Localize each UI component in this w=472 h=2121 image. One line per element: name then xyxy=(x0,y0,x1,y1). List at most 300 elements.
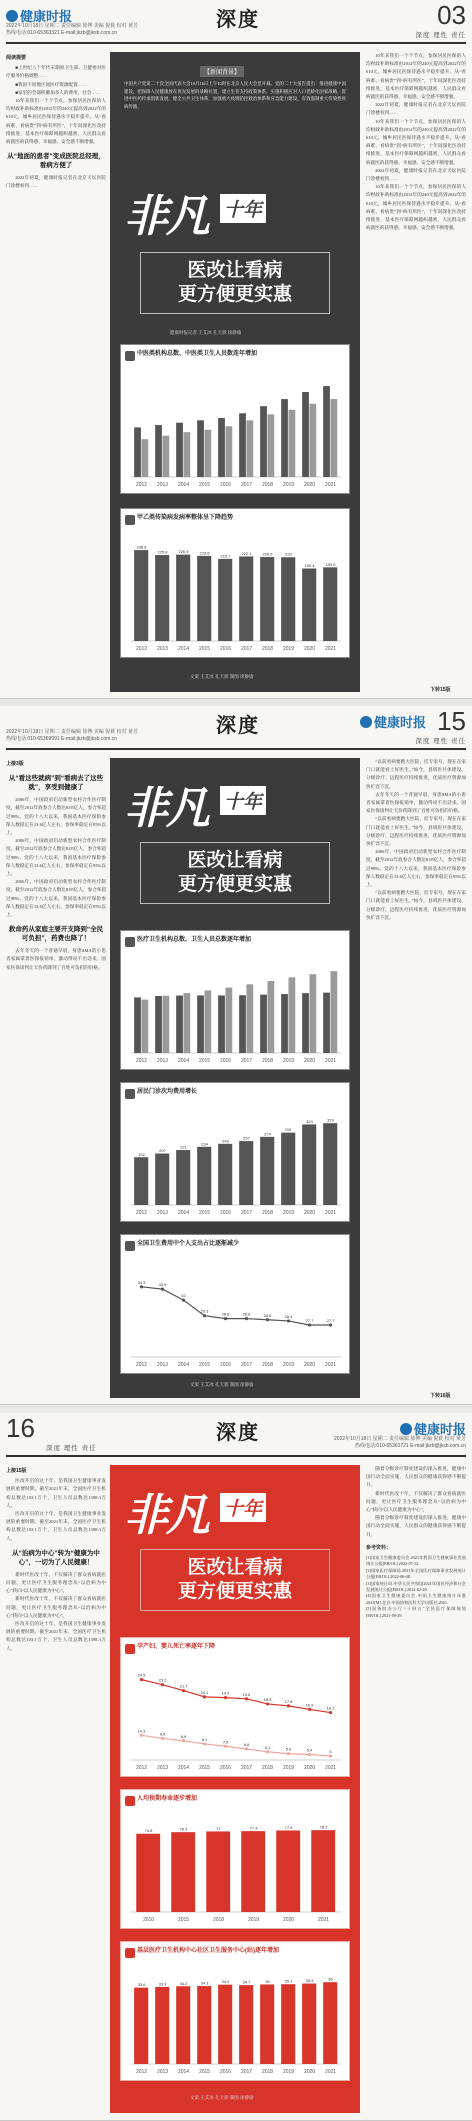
x-tick-label: 2020 xyxy=(282,1917,295,1923)
article-paragraph: 去年冬天的一个普通早晨，身患SMA的小患者家属拿着医保报销单，激动得说不出话来。国家医保谈判让天价药降到了百姓可负担的价格。 xyxy=(6,948,106,970)
x-tick-label: 2013 xyxy=(156,1210,169,1216)
data-label: 17.8 xyxy=(284,1698,293,1704)
x-tick-label: 2019 xyxy=(282,1058,295,1064)
x-tick-label: 2015 xyxy=(198,1362,211,1368)
data-point xyxy=(224,1696,227,1699)
article-column-left xyxy=(6,758,106,1398)
data-point xyxy=(329,1754,332,1757)
bar xyxy=(218,418,225,477)
data-label: 34.3 xyxy=(137,1279,146,1285)
article-paragraph: “以前看病要跑大医院、挂专家号，现在在家门口就能看上好医生。”如今，县域医共体建设、分级诊疗、远程医疗持续推进，优质医疗资源加快扩容下沉。 xyxy=(366,890,466,920)
continued-note: 下转15版 xyxy=(430,687,451,693)
bar xyxy=(197,556,211,641)
x-tick-label: 2015 xyxy=(198,646,211,652)
bar xyxy=(260,995,267,1053)
x-tick-label: 2015 xyxy=(198,1058,211,1064)
poster-headline: 医改让看病 更方便更实惠 xyxy=(140,1549,330,1611)
page-number: 16 xyxy=(6,1413,35,1443)
x-tick-label: 2016 xyxy=(219,646,232,652)
data-label: 6.8 xyxy=(243,1742,250,1748)
article-paragraph: 去年冬天的一个普通早晨，身患SMA的小患者家属拿着医保报销单，激动得说不出话来。国家医保谈判让天价药降到了百姓可负担的价格。 xyxy=(366,791,466,814)
chart-card xyxy=(120,1941,350,2081)
section-heading: 从“地面的患者”变成医院总经理，看病方便了 xyxy=(7,153,105,170)
section-heading: 从“看这些就病”到“看病去了这些就”，享受到健康了 xyxy=(8,775,104,792)
article-paragraph: 医改开启的这十年，是我国卫生健康事业发展的重要时期。截至2021年末，全国医疗卫生机构总数达103.1万个，卫生人员总数达1398.3万人。 xyxy=(6,1511,106,1541)
continued-note: 下转16版 xyxy=(430,1393,451,1399)
bar xyxy=(239,1985,253,2064)
chart-icon xyxy=(125,1796,135,1806)
section-heading: 救命药从家庭主要开支降到“全民可负担”，药费也降了！ xyxy=(8,926,104,943)
poster-credit: 健康时报记者 王艾冰 孔天骄 徐静瑜 xyxy=(170,330,242,335)
data-label: 77.9 xyxy=(284,1824,293,1830)
bar xyxy=(268,414,275,477)
x-tick-label: 2021 xyxy=(324,482,337,488)
bar xyxy=(155,555,169,641)
x-tick-label: 2018 xyxy=(261,1362,274,1368)
issue-date: 2022年10月18日 星期二 责任编辑 徐博 美编 倪筱 校对 黄芳 xyxy=(6,23,138,29)
data-label: 246 xyxy=(222,1138,229,1144)
summary-item: ■家里的全部积蓄加多人的费用，社会…… xyxy=(15,89,101,95)
x-tick-label: 2013 xyxy=(156,482,169,488)
bar xyxy=(323,386,330,477)
data-point xyxy=(245,1697,248,1700)
data-label: 34.3 xyxy=(200,1980,209,1986)
x-tick-label: 2020 xyxy=(303,1362,316,1368)
article-paragraph: 随着分级诊疗制度建设的深入推进，健康中国行动全面实施，人民群众的健康获得感不断提升。 xyxy=(366,1466,466,1488)
bar xyxy=(331,399,338,477)
chart-title: 基层医疗卫生机构中心社区卫生服务中心(站)逐年增加 xyxy=(137,1948,279,1954)
bar xyxy=(331,971,338,1053)
bar xyxy=(155,996,162,1053)
data-label: 28.4 xyxy=(284,1313,293,1319)
x-tick-label: 2015 xyxy=(177,1917,190,1923)
reference-item: [3]国家统计局.中华人民共和国2021年国民经济和社会发展统计公报[EB/OL].2022-02-28. xyxy=(366,1580,466,1593)
data-label: 9.5 xyxy=(159,1731,166,1737)
x-tick-label: 2014 xyxy=(177,2069,190,2075)
data-point xyxy=(203,1742,206,1745)
bar xyxy=(205,430,212,477)
x-tick-label: 2017 xyxy=(240,1765,253,1771)
bar xyxy=(218,995,225,1053)
x-tick-label: 2012 xyxy=(135,1765,148,1771)
reference-item: [4]国家卫生健康委员会.中国卫生健康统计年鉴2021[M].北京:中国协和医科大学出版社,2021. xyxy=(366,1593,466,1605)
data-label: 33.9 xyxy=(158,1282,167,1288)
news-background-label: 【新闻背景】 xyxy=(200,66,244,77)
chart-svg xyxy=(127,1261,345,1369)
paper-logo: 健康时报 xyxy=(360,712,426,731)
data-point xyxy=(161,1683,164,1686)
data-point xyxy=(308,1708,311,1711)
bar xyxy=(302,392,309,477)
references-title: 参考资料： xyxy=(366,1545,392,1551)
data-label: 324 xyxy=(306,1118,313,1124)
bar xyxy=(197,995,204,1053)
data-label: 223.6 xyxy=(199,550,210,556)
shinian-title: 十年 xyxy=(220,194,266,223)
bar xyxy=(302,1984,316,2064)
bar xyxy=(239,413,246,477)
x-tick-label: 2017 xyxy=(240,1210,253,1216)
bar xyxy=(136,1834,160,1912)
data-label: 329 xyxy=(327,1117,334,1123)
infographic-poster xyxy=(110,758,360,1398)
bar xyxy=(134,997,141,1053)
x-tick-label: 2016 xyxy=(219,482,232,488)
x-tick-label: 2018 xyxy=(261,646,274,652)
section-title: 深度 xyxy=(216,715,260,737)
data-label: 29.3 xyxy=(200,1308,209,1314)
section-tagline: 深度 理性 责任 xyxy=(415,32,466,39)
bar xyxy=(323,567,337,641)
x-tick-label: 2018 xyxy=(261,1210,274,1216)
x-tick-label: 2013 xyxy=(156,1058,169,1064)
chart-title: 孕产妇、婴儿死亡率逐年下降 xyxy=(137,1644,216,1650)
bar xyxy=(134,427,141,477)
article-column-left xyxy=(6,1465,106,2113)
article-paragraph: 10年来我们一个个节点，参保居民医保的人均财政补助标准由2012年的240元提高到2022年的610元，城乡居民医保待遇水平稳步提升。从“看病难、看病贵”到“病有所医”，十年间深化医改持续推进，基本医疗保障网越织越密，人民群众看病就医的获得感、幸福感、安全感不断增强。 xyxy=(6,98,106,145)
feifan-title: 非凡 xyxy=(124,783,208,834)
data-label: 27.7 xyxy=(326,1317,335,1323)
data-label: 193.5 xyxy=(325,561,336,567)
bar xyxy=(260,1137,274,1205)
data-label: 28.8 xyxy=(242,1311,251,1317)
x-tick-label: 2020 xyxy=(303,482,316,488)
article-column-right xyxy=(366,1465,466,2113)
x-tick-label: 2016 xyxy=(219,1765,232,1771)
x-tick-label: 2015 xyxy=(198,2069,211,2075)
bar xyxy=(218,559,232,641)
series-line xyxy=(142,1287,331,1325)
data-label: 226.9 xyxy=(178,549,189,555)
data-label: 207 xyxy=(159,1148,166,1154)
x-tick-label: 2013 xyxy=(156,2069,169,2075)
chart-title: 中医类机构总数、中医类卫生人员数连年增加 xyxy=(137,351,258,357)
data-point xyxy=(140,1734,143,1737)
chart-svg xyxy=(127,1968,345,2076)
x-tick-label: 2017 xyxy=(240,1058,253,1064)
poster-headline: 医改让看病 更方便更实惠 xyxy=(140,252,330,314)
article-paragraph: 医改开启的这十年，是我国卫生健康事业发展的重要时期。截至2021年末，全国医疗卫生机构总数达103.1万个，卫生人员总数达1398.3万人。 xyxy=(6,1478,106,1508)
data-point xyxy=(224,1745,227,1748)
article-paragraph: 新时代医改十年，不仅解决了群众看病就医问题，更让医疗卫生服务理念从“以治病为中心”转向“以人民健康为中心”。 xyxy=(6,1596,106,1618)
bar xyxy=(323,1982,337,2064)
x-tick-label: 2020 xyxy=(303,2069,316,2075)
x-tick-label: 2017 xyxy=(240,482,253,488)
bar xyxy=(197,1986,211,2064)
bar xyxy=(184,993,191,1053)
bar xyxy=(176,996,183,1053)
paper-logo: 健康时报 xyxy=(6,6,72,25)
section-title: 深度 xyxy=(216,1422,260,1444)
newspaper-page-16 xyxy=(0,1413,472,2121)
x-tick-label: 2017 xyxy=(240,646,253,652)
bar xyxy=(218,1144,232,1205)
hotline: 热线电话:010-65363321 E-mail:jkzb@jksb.com.cn xyxy=(6,30,117,36)
data-label: 78.2 xyxy=(319,1824,328,1830)
data-label: 10.3 xyxy=(137,1728,146,1734)
data-label: 190.4 xyxy=(304,563,315,569)
article-paragraph: 2022年初夏，健康时报记者在北京天坛医院门诊楼看到…… xyxy=(366,167,466,182)
data-label: 19.6 xyxy=(242,1691,251,1697)
x-tick-label: 2020 xyxy=(303,646,316,652)
article-paragraph: “以前看病要跑大医院、挂专家号，现在在家门口就能看上好医生。”如今，县域医共体建设、分级诊疗、远程医疗持续推进，优质医疗资源加快扩容下沉。 xyxy=(366,759,466,789)
feifan-title: 非凡 xyxy=(124,191,208,242)
x-tick-label: 2018 xyxy=(261,1765,274,1771)
newspaper-page-03 xyxy=(0,0,472,699)
data-label: 5.6 xyxy=(285,1746,292,1752)
data-label: 34.9 xyxy=(221,1979,230,1985)
data-label: 6.1 xyxy=(264,1744,271,1750)
article-paragraph: 新时代医改十年，不仅解决了群众看病就医问题，更让医疗卫生服务理念从“以治病为中心”转向“以人民健康为中心”。 xyxy=(366,1490,466,1513)
summary-item: ■上世纪八十年代末期原卫生部、卫健委对医疗服务价格调整…… xyxy=(6,65,106,79)
logo-icon xyxy=(360,716,372,728)
x-tick-label: 2013 xyxy=(156,646,169,652)
bar xyxy=(281,399,288,477)
data-point xyxy=(161,1737,164,1740)
hotline: 热线电话:010-65363721 E-mail:jkzb@jksb.com.cn xyxy=(355,1443,466,1449)
bar xyxy=(163,996,170,1053)
chart-icon xyxy=(125,1644,135,1654)
chart-card xyxy=(120,1789,350,1929)
x-tick-label: 2014 xyxy=(177,1210,190,1216)
data-point xyxy=(140,1678,143,1681)
data-label: 220.5 xyxy=(262,551,273,557)
news-background-text: 中国共产党第二十次全国代表大会10月16日上午10时在北京人民大会堂开幕。党的二十大报告提出：推进健康中国建设，把保障人民健康放在优先发展的战略位置，建立生育支持政策体系，实施积极应对人口老龄化国家战略，促进中医药传承创新发展，健全公共卫生体系，加强重大疫情防控救治体系和应急能力建设，有效遏制重大传染性疾病传播。 xyxy=(124,81,346,109)
chart-svg xyxy=(127,1664,345,1772)
x-tick-label: 2019 xyxy=(282,2069,295,2075)
bar xyxy=(226,426,233,477)
x-tick-label: 2015 xyxy=(198,1765,211,1771)
data-point xyxy=(287,1319,290,1322)
bar xyxy=(134,1988,148,2064)
data-point xyxy=(329,1711,332,1714)
page-masthead xyxy=(6,1413,466,1457)
bar xyxy=(176,1150,190,1205)
x-tick-label: 2010 xyxy=(142,1917,155,1923)
bar xyxy=(142,439,149,477)
data-point xyxy=(245,1747,248,1750)
data-point xyxy=(266,1318,269,1321)
bar xyxy=(184,432,191,477)
article-paragraph: 2006年，中国政府启动新型农村合作医疗制度，截至2012年底参合人数达8.05亿人，参合率超过98%。党的十八大以来，我国基本医疗保险参保人数稳定在13.6亿人左右，参保率稳定在95%以上。 xyxy=(6,797,106,836)
article-column-left xyxy=(6,52,106,692)
page-number: 03 xyxy=(437,0,466,30)
data-label: 27.7 xyxy=(305,1317,314,1323)
x-tick-label: 2012 xyxy=(135,2069,148,2075)
data-point xyxy=(224,1317,227,1320)
chart-card xyxy=(120,1637,350,1777)
data-label: 34.2 xyxy=(179,1980,188,1986)
chart-card xyxy=(120,344,350,494)
x-tick-label: 2021 xyxy=(324,1058,337,1064)
data-label: 5.4 xyxy=(306,1747,313,1753)
bar xyxy=(176,555,190,641)
x-tick-label: 2021 xyxy=(324,646,337,652)
data-point xyxy=(266,1702,269,1705)
article-paragraph: 10年来我们一个个节点，参保居民医保的人均财政补助标准由2012年的240元提高到2022年的610元，城乡居民医保待遇水平稳步提升。从“看病难、看病贵”到“病有所医”，十年间深化医改持续推进，基本医疗保障网越织越密，人民群众看病就医的获得感、幸福感、安全感不断增强。 xyxy=(366,118,466,165)
bar xyxy=(226,988,233,1053)
chart-icon xyxy=(125,1948,135,1958)
data-point xyxy=(182,1299,185,1302)
data-label: 215.7 xyxy=(220,553,231,559)
x-tick-label: 2020 xyxy=(303,1765,316,1771)
chart-card xyxy=(120,1234,350,1374)
chart-svg xyxy=(127,371,345,489)
poster-credit: 文案 王艾冰 孔天骄 制图 徐静瑜 xyxy=(190,1382,254,1387)
data-label: 24.5 xyxy=(137,1672,146,1678)
article-paragraph: 10年来我们一个个节点，参保居民医保的人均财政补助标准由2012年的240元提高到2022年的610元，城乡居民医保待遇水平稳步提升。从“看病难、看病贵”到“病有所医”，十年间深化医改持续推进，基本医疗保障网越织越密，人民群众看病就医的获得感、幸福感、安全感不断增强。 xyxy=(366,53,466,100)
infographic-poster xyxy=(110,1465,360,2113)
page-number: 15 xyxy=(437,706,466,736)
x-tick-label: 2012 xyxy=(135,482,148,488)
article-paragraph: 随着分级诊疗制度建设的深入推进，健康中国行动全面实施，人民群众的健康获得感不断提升。 xyxy=(366,1515,466,1537)
data-label: 221 xyxy=(180,1144,187,1150)
bar xyxy=(155,425,162,477)
bar xyxy=(247,984,254,1053)
bar xyxy=(310,404,317,477)
bar xyxy=(134,1157,148,1205)
data-point xyxy=(140,1285,143,1288)
data-point xyxy=(245,1317,248,1320)
chart-svg xyxy=(127,535,345,653)
bar xyxy=(197,1147,211,1205)
bar xyxy=(260,1984,274,2064)
bar xyxy=(241,1831,265,1912)
x-tick-label: 2018 xyxy=(261,1058,274,1064)
issue-date: 2022年10月18日 星期二 责任编辑 徐博 美编 倪筱 校对 黄芳 xyxy=(6,729,138,735)
data-label: 36 xyxy=(328,1976,333,1982)
article-column-right xyxy=(366,52,466,684)
bar xyxy=(205,990,212,1053)
data-point xyxy=(308,1753,311,1756)
data-label: 19.9 xyxy=(221,1690,230,1696)
data-point xyxy=(287,1752,290,1755)
x-tick-label: 2015 xyxy=(198,482,211,488)
chart-svg xyxy=(127,1109,345,1217)
x-tick-label: 2021 xyxy=(324,2069,337,2075)
data-label: 28.8 xyxy=(221,1311,230,1317)
x-tick-label: 2019 xyxy=(282,1765,295,1771)
poster-credit: 文案 王艾冰 孔天骄 制图 徐静瑜 xyxy=(190,674,254,679)
x-tick-label: 2021 xyxy=(324,1765,337,1771)
bar xyxy=(142,1000,149,1053)
data-label: 18.3 xyxy=(263,1696,272,1702)
data-point xyxy=(203,1695,206,1698)
x-tick-label: 2017 xyxy=(240,2069,253,2075)
bar xyxy=(176,1986,190,2064)
chart-card xyxy=(120,508,350,658)
infographic-poster xyxy=(110,52,360,692)
x-tick-label: 2021 xyxy=(324,1210,337,1216)
section-title: 深度 xyxy=(216,9,260,31)
summary-box-title: 阅读提要 xyxy=(6,55,27,61)
x-tick-label: 2016 xyxy=(219,1362,232,1368)
data-label: 20.1 xyxy=(200,1689,209,1695)
x-tick-label: 2016 xyxy=(219,2069,232,2075)
series-line xyxy=(142,1735,331,1756)
x-tick-label: 2012 xyxy=(135,646,148,652)
data-label: 32 xyxy=(181,1293,186,1299)
bar xyxy=(268,981,275,1053)
data-label: 274 xyxy=(264,1131,271,1137)
poster-headline: 医改让看病 更方便更实惠 xyxy=(140,842,330,904)
data-label: 34.7 xyxy=(242,1979,251,1985)
article-paragraph: 医改开启的这十年，是我国卫生健康事业发展的重要时期。截至2021年末，全国医疗卫生机构总数达103.1万个，卫生人员总数达1398.3万人。 xyxy=(6,1621,106,1651)
summary-item: ■我国不同地区间医疗资源配置…… xyxy=(15,81,87,87)
data-label: 5 xyxy=(329,1749,332,1755)
data-label: 192 xyxy=(138,1151,145,1157)
x-tick-label: 2016 xyxy=(219,1058,232,1064)
data-label: 8.1 xyxy=(201,1736,208,1742)
bar xyxy=(163,436,170,477)
reference-item: [2]国家医疗保障局.2021年全国医疗保障事业发展统计公报[EB/OL].2022-06-08. xyxy=(366,1567,466,1580)
data-label: 8.9 xyxy=(180,1733,187,1739)
shinian-title: 十年 xyxy=(220,786,266,815)
chart-icon xyxy=(125,937,135,947)
bar xyxy=(289,410,296,477)
feifan-title: 非凡 xyxy=(124,1490,208,1541)
data-label: 28.6 xyxy=(263,1312,272,1318)
chart-title: 人均预期寿命逐步增加 xyxy=(137,1796,198,1802)
logo-icon xyxy=(6,10,18,22)
bar xyxy=(155,1987,169,2064)
data-label: 74.8 xyxy=(144,1828,153,1834)
x-tick-label: 2020 xyxy=(303,1058,316,1064)
data-label: 257 xyxy=(243,1135,250,1141)
data-label: 23.2 xyxy=(158,1677,167,1683)
data-label: 16.9 xyxy=(305,1702,314,1708)
data-label: 220 xyxy=(285,551,292,557)
x-tick-label: 2020 xyxy=(303,1210,316,1216)
article-paragraph: 2006年，中国政府启动新型农村合作医疗制度，截至2012年底参合人数达8.05亿人，参合率超过98%。党的十八大以来，我国基本医疗保险参保人数稳定在13.6亿人左右，参保率稳定在95%以上。 xyxy=(366,849,466,888)
article-paragraph: 10年来我们一个个节点，参保居民医保的人均财政补助标准由2012年的240元提高到2022年的610元，城乡居民医保待遇水平稳步提升。从“看病难、看病贵”到“病有所医”，十年间深化医改持续推进，基本医疗保障网越织越密，人民群众看病就医的获得感、幸福感、安全感不断增强。 xyxy=(366,184,466,231)
data-label: 225.8 xyxy=(157,549,168,555)
continued-from: 上接3版 xyxy=(6,761,24,767)
x-tick-label: 2018 xyxy=(212,1917,225,1923)
chart-icon xyxy=(125,351,135,361)
bar xyxy=(155,1154,169,1205)
bar xyxy=(197,420,204,477)
x-tick-label: 2019 xyxy=(282,482,295,488)
section-tagline: 深度 理性 责任 xyxy=(46,1445,97,1452)
data-label: 76.3 xyxy=(179,1826,188,1832)
data-label: 77.3 xyxy=(249,1825,258,1831)
bar xyxy=(281,1984,295,2064)
issue-date: 2022年10月18日 星期二 责任编辑 徐博 美编 倪筱 校对 黄芳 xyxy=(334,1436,466,1442)
chart-title: 医疗卫生机构总数、卫生人员总数逐年增加 xyxy=(137,937,252,943)
x-tick-label: 2012 xyxy=(135,1210,148,1216)
section-heading: 从“治病为中心”转为“健康为中心”，一切为了人民健康！ xyxy=(12,1549,100,1566)
data-point xyxy=(203,1314,206,1317)
bar xyxy=(323,993,330,1053)
bar xyxy=(302,993,309,1053)
bar xyxy=(176,423,183,477)
x-tick-label: 2018 xyxy=(261,2069,274,2075)
reference-item: [1]国家卫生健康委员会.2021年我国卫生健康事业发展统计公报[EB/OL].2022-07-12. xyxy=(366,1555,466,1567)
bar xyxy=(302,569,316,641)
bar xyxy=(260,406,267,477)
bar xyxy=(289,977,296,1053)
bar xyxy=(323,1123,337,1205)
x-tick-label: 2014 xyxy=(177,1058,190,1064)
page-masthead xyxy=(6,0,466,44)
bar xyxy=(310,974,317,1053)
data-label: 35.1 xyxy=(284,1978,293,1984)
data-point xyxy=(182,1689,185,1692)
chart-svg xyxy=(127,957,345,1065)
data-point xyxy=(329,1323,332,1326)
hotline: 热线电话:010-65369991 E-mail:jkzb@jksb.com.cn xyxy=(6,736,117,742)
